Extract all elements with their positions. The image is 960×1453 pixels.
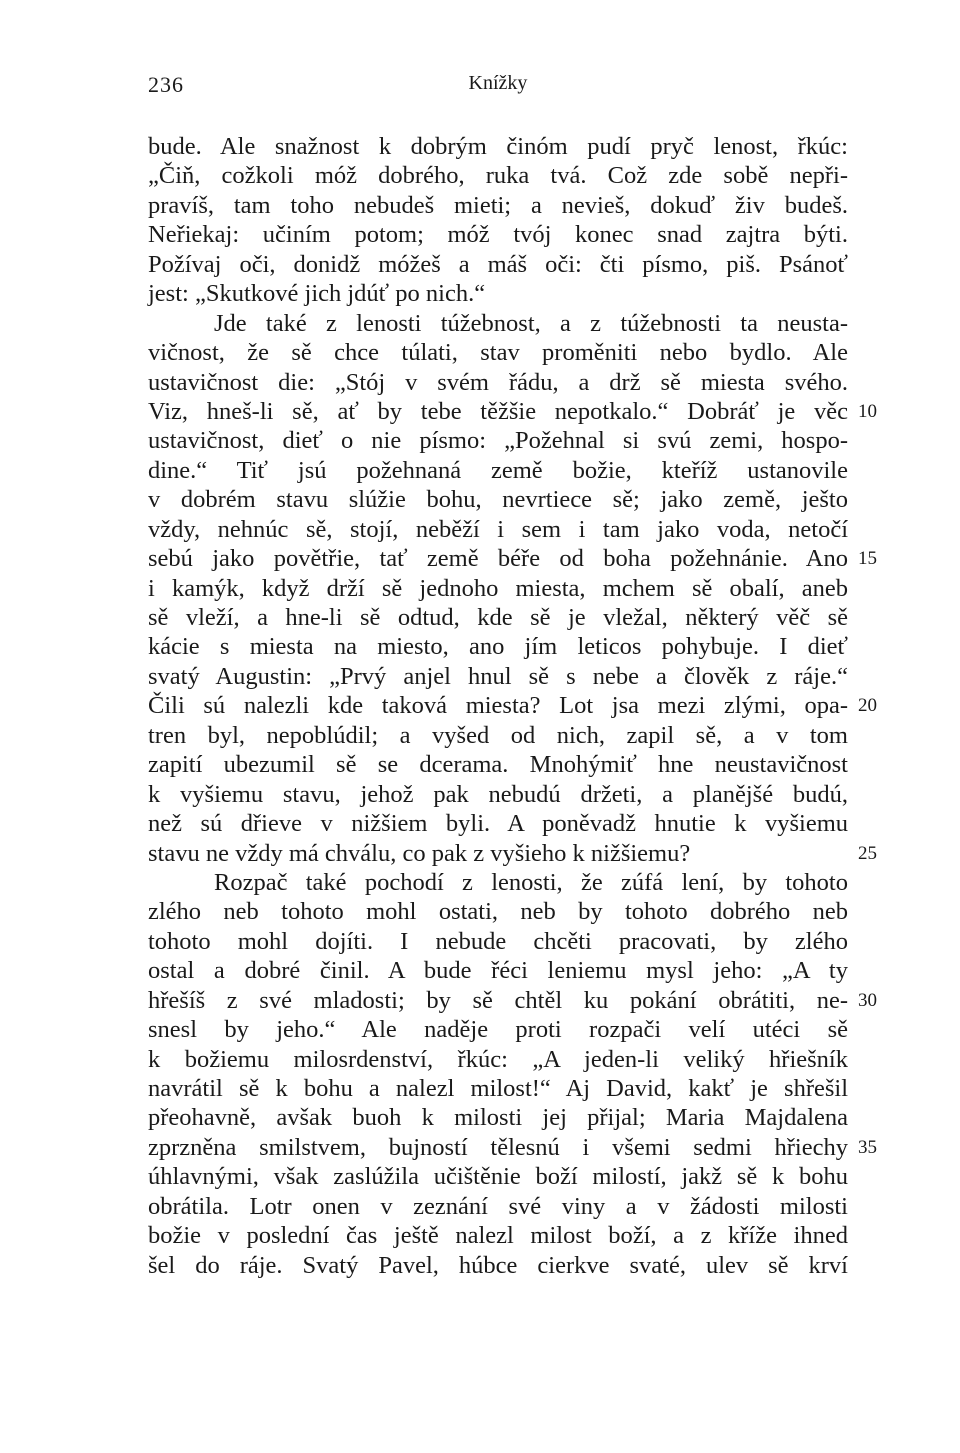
text-line (148, 456, 848, 485)
line-text: přeohavně, avšak buoh k milosti jej přijal; Maria Majdalena (148, 1104, 848, 1132)
line-text: vždy, nehnúc sě, stojí, neběží i sem i tam jako voda, netočí (148, 515, 848, 543)
text-line (148, 397, 877, 426)
line-text: než sú dřieve v nižšiem byli. A poněvadž hnutie k vyšiemu (148, 810, 848, 838)
line-text: Rozpač také pochodí z lenosti, že zúfá lení, by tohoto (214, 868, 848, 896)
line-text: obrátila. Lotr onen v zeznání své viny a v žádosti milosti (148, 1192, 848, 1220)
text-line (148, 279, 848, 308)
line-text: sě vleží, a hne-li sě odtud, kde sě je vležal, některý věč sě (148, 604, 848, 631)
text-line (148, 1162, 848, 1191)
text-line (148, 868, 848, 897)
line-text: dine.“ Tiť jsú požehnaná země božie, kteříž ustanovile (148, 456, 848, 484)
text-line (148, 662, 848, 691)
text-line (148, 250, 848, 279)
line-text: Neřiekaj: učiním potom; móž tvój konec snad zajtra býti. (148, 221, 848, 249)
text-line (148, 780, 848, 809)
text-line (148, 220, 848, 249)
line-text: ustavičnost, dieť o nie písmo: „Požehnal si svú zemi, hospo- (148, 427, 848, 455)
text-line (148, 691, 877, 720)
text-line (148, 544, 877, 573)
line-number: 30 (858, 989, 877, 1011)
line-number: 20 (858, 695, 877, 717)
text-line (148, 897, 848, 926)
line-text: jest: „Skutkové jich jdúť po nich.“ (148, 280, 486, 308)
text-line (148, 721, 848, 750)
text-line (148, 309, 848, 338)
line-text: „Čiň, cožkoli móž dobrého, ruka tvá. Což zde sobě nepři- (148, 162, 848, 190)
line-text: tohoto mohl dojíti. I nebude chcěti pracovati, by zlého (148, 927, 848, 955)
line-text: stavu ne vždy má chválu, co pak z vyšieho k nižšiemu? (148, 839, 691, 867)
text-line (148, 338, 848, 367)
line-text: pravíš, tam toho nebudeš mieti; a nevieš, dokuď živ budeš. (148, 191, 848, 219)
text-line (148, 191, 848, 220)
text-line (148, 750, 848, 779)
text-line (148, 1045, 848, 1074)
text-line (148, 603, 848, 632)
text-line (148, 161, 848, 190)
page-number: 236 (148, 72, 184, 97)
line-text: k vyšiemu stavu, jehož pak nebudú držeti, a planějšé budú, (148, 780, 848, 808)
line-text: svatý Augustin: „Prvý anjel hnul sě s nebe a člověk z ráje.“ (148, 662, 848, 690)
text-line (148, 632, 848, 661)
line-text: šel do ráje. Svatý Pavel, húbce cierkve svaté, ulev sě krví (148, 1251, 848, 1279)
line-text: božie v poslední čas ještě nalezl milost boží, a z kříže ihned (148, 1222, 848, 1250)
line-text: Jde také z lenosti túžebnost, a z túžebnosti ta neusta- (214, 309, 848, 337)
line-number: 35 (858, 1136, 877, 1158)
text-line (148, 927, 848, 956)
line-text: ostal a dobré činil. A bude řéci leniemu mysl jeho: „A ty (148, 957, 848, 985)
text-line (148, 809, 848, 838)
page-header (148, 72, 848, 104)
line-number: 15 (858, 548, 877, 570)
line-text: tren byl, nepoblúdil; a vyšed od nich, zapil sě, a v tom (148, 721, 848, 749)
line-text: vičnost, že sě chce túlati, stav proměniti nebo bydlo. Ale (148, 339, 848, 367)
line-text: ustavičnost die: „Stój v svém řádu, a drž sě miesta svého. (148, 368, 848, 396)
line-text: v dobrém stavu slúžie bohu, nevrtiece sě; jako země, ješto (148, 486, 848, 514)
line-text: i kamýk, když drží sě jednoho miesta, mchem sě obalí, aneb (148, 574, 848, 602)
line-text: Viz, hneš-li sě, ať by tebe těžšie nepotkalo.“ Dobráť je věc (148, 397, 848, 425)
line-text: kácie s miesta na miesto, ano jím leticos pohybuje. I dieť (148, 633, 848, 661)
text-line (148, 515, 848, 544)
line-text: zprzněna smilstvem, bujností tělesnú i všemi sedmi hřiechy (148, 1133, 848, 1161)
text-line (148, 574, 848, 603)
text-line (148, 485, 848, 514)
text-line (148, 986, 877, 1015)
text-line (148, 1133, 877, 1162)
text-line (148, 368, 848, 397)
text-line (148, 1192, 848, 1221)
line-text: Požívaj oči, donidž móžeš a máš oči: čti písmo, piš. Psánoť (148, 250, 848, 278)
text-line (148, 1221, 848, 1250)
text-line (148, 1015, 848, 1044)
text-line (148, 1074, 848, 1103)
body-text (148, 132, 877, 1280)
line-text: zapití ubezumil sě se dcerama. Mnohýmiť hne neustavičnost (148, 751, 848, 779)
line-number: 25 (858, 842, 877, 864)
text-line (148, 132, 848, 161)
line-text: úhlavnými, však zaslúžila učištěnie boží milostí, jakž sě k bohu (148, 1163, 848, 1191)
line-text: navrátil sě k bohu a nalezl milost!“ Aj David, kakť je shřešil (148, 1075, 848, 1102)
line-text: k božiemu milosrdenství, řkúc: „A jeden-li veliký hřiešník (148, 1045, 848, 1073)
running-title: Knížky (468, 72, 528, 94)
text-line (148, 1251, 848, 1280)
line-text: sebú jako povětřie, tať země béře od boha požehnánie. Ano (148, 545, 848, 573)
line-text: snesl by jeho.“ Ale naděje proti rozpači velí utéci sě (148, 1016, 848, 1044)
line-text: bude. Ale snažnost k dobrým činóm pudí pryč lenost, řkúc: (148, 133, 848, 160)
line-text: hřešíš z své mladosti; by sě chtěl ku pokání obrátiti, ne- (148, 986, 848, 1014)
text-line (148, 956, 848, 985)
text-line (148, 426, 848, 455)
line-text: Čili sú nalezli kde taková miesta? Lot jsa mezi zlými, opa- (148, 692, 848, 720)
text-line (148, 839, 877, 868)
text-line (148, 1103, 848, 1132)
line-number: 10 (858, 400, 877, 422)
line-text: zlého neb tohoto mohl ostati, neb by tohoto dobrého neb (148, 898, 848, 926)
